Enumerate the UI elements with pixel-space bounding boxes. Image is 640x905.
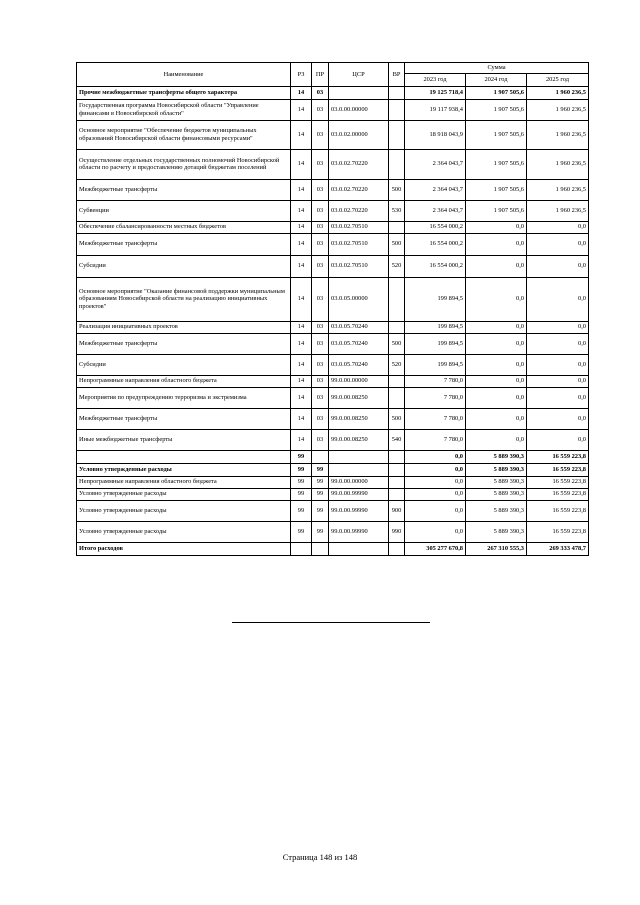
cell-csr: 99.0.00.00000 <box>329 476 389 488</box>
cell-2025: 0,0 <box>527 277 589 321</box>
table-row <box>77 387 589 408</box>
cell-rz: 14 <box>291 149 312 179</box>
cell-2024: 0,0 <box>466 221 527 233</box>
cell-2023: 7 780,0 <box>405 387 466 408</box>
cell-pr: 03 <box>312 200 329 221</box>
table-row <box>77 463 589 476</box>
cell-pr: 03 <box>312 120 329 149</box>
cell-2024: 0,0 <box>466 408 527 429</box>
cell-2023: 0,0 <box>405 521 466 542</box>
cell-2023: 305 277 670,8 <box>405 542 466 555</box>
cell-2025: 0,0 <box>527 375 589 387</box>
cell-vr: 520 <box>389 354 405 375</box>
cell-rz: 14 <box>291 429 312 450</box>
cell-2024: 5 889 390,3 <box>466 476 527 488</box>
cell-pr: 99 <box>312 463 329 476</box>
cell-name: Реализация инициативных проектов <box>77 321 291 333</box>
cell-vr: 540 <box>389 429 405 450</box>
cell-csr: 03.0.02.70510 <box>329 233 389 255</box>
header-year-2024: 2024 год <box>466 73 527 86</box>
table-row <box>77 476 589 488</box>
cell-vr <box>389 321 405 333</box>
cell-csr: 99.0.00.99990 <box>329 521 389 542</box>
cell-2023: 16 554 000,2 <box>405 221 466 233</box>
cell-2025: 0,0 <box>527 429 589 450</box>
cell-2023: 2 364 043,7 <box>405 179 466 200</box>
cell-2025: 0,0 <box>527 408 589 429</box>
cell-csr: 03.0.02.70220 <box>329 179 389 200</box>
cell-name: Мероприятия по предупреждению терроризма и экстремизма <box>77 387 291 408</box>
cell-name: Итого расходов <box>77 542 291 555</box>
cell-csr: 03.0.02.70220 <box>329 149 389 179</box>
header-csr: ЦСР <box>329 63 389 87</box>
cell-name: Основное мероприятие "Оказание финансовой поддержки муниципальным образованиям Новосибирской области на реализацию инициативных проектов" <box>77 277 291 321</box>
cell-pr: 03 <box>312 99 329 120</box>
table-row <box>77 86 589 99</box>
cell-2024: 0,0 <box>466 354 527 375</box>
cell-vr <box>389 488 405 500</box>
table-row <box>77 500 589 521</box>
cell-2023: 0,0 <box>405 476 466 488</box>
cell-name: Субвенции <box>77 200 291 221</box>
cell-2025: 1 960 236,5 <box>527 99 589 120</box>
cell-rz: 14 <box>291 321 312 333</box>
cell-vr <box>389 387 405 408</box>
cell-rz: 14 <box>291 120 312 149</box>
table-row <box>77 375 589 387</box>
cell-pr: 03 <box>312 375 329 387</box>
cell-rz: 14 <box>291 375 312 387</box>
cell-vr <box>389 86 405 99</box>
cell-2024: 267 310 555,3 <box>466 542 527 555</box>
cell-2025: 1 960 236,5 <box>527 200 589 221</box>
cell-vr: 900 <box>389 500 405 521</box>
cell-name: Непрограммные направления областного бюджета <box>77 375 291 387</box>
cell-vr <box>389 542 405 555</box>
cell-2023: 0,0 <box>405 450 466 463</box>
cell-2023: 19 125 718,4 <box>405 86 466 99</box>
cell-rz: 14 <box>291 200 312 221</box>
cell-rz: 14 <box>291 277 312 321</box>
cell-vr: 990 <box>389 521 405 542</box>
cell-2024: 5 889 390,3 <box>466 521 527 542</box>
cell-2024: 0,0 <box>466 277 527 321</box>
table-row <box>77 149 589 179</box>
cell-2023: 2 364 043,7 <box>405 149 466 179</box>
cell-2025: 16 559 223,8 <box>527 500 589 521</box>
cell-2025: 16 559 223,8 <box>527 488 589 500</box>
cell-csr: 99.0.00.08250 <box>329 429 389 450</box>
cell-2023: 0,0 <box>405 500 466 521</box>
cell-name: Субсидии <box>77 255 291 277</box>
table-row <box>77 120 589 149</box>
header-rz: РЗ <box>291 63 312 87</box>
cell-csr <box>329 86 389 99</box>
cell-pr: 03 <box>312 86 329 99</box>
cell-rz: 14 <box>291 221 312 233</box>
cell-csr: 03.0.05.70240 <box>329 321 389 333</box>
cell-2024: 1 907 505,6 <box>466 86 527 99</box>
cell-pr: 03 <box>312 221 329 233</box>
cell-2023: 7 780,0 <box>405 408 466 429</box>
cell-pr <box>312 542 329 555</box>
cell-rz: 14 <box>291 233 312 255</box>
cell-2025: 1 960 236,5 <box>527 120 589 149</box>
cell-pr: 03 <box>312 149 329 179</box>
cell-2024: 0,0 <box>466 255 527 277</box>
table-row <box>77 179 589 200</box>
cell-name: Условно утвержденные расходы <box>77 521 291 542</box>
separator-line <box>232 622 430 623</box>
table-body <box>77 86 589 555</box>
cell-rz: 14 <box>291 354 312 375</box>
cell-2025: 0,0 <box>527 354 589 375</box>
cell-rz: 99 <box>291 488 312 500</box>
cell-2025: 0,0 <box>527 221 589 233</box>
cell-vr <box>389 463 405 476</box>
table-row <box>77 450 589 463</box>
cell-name: Осуществление отдельных государственных полномочий Новосибирской области по расчету и предоставлению дотаций бюджетам поселений <box>77 149 291 179</box>
cell-2025: 16 559 223,8 <box>527 521 589 542</box>
cell-rz: 14 <box>291 333 312 354</box>
cell-csr: 03.0.02.70220 <box>329 200 389 221</box>
cell-rz: 99 <box>291 521 312 542</box>
cell-rz: 99 <box>291 463 312 476</box>
cell-name: Межбюджетные трансферты <box>77 408 291 429</box>
table-row <box>77 488 589 500</box>
cell-2024: 0,0 <box>466 375 527 387</box>
table-row <box>77 200 589 221</box>
cell-2023: 199 894,5 <box>405 333 466 354</box>
cell-name: Прочие межбюджетные трансферты общего характера <box>77 86 291 99</box>
cell-pr: 03 <box>312 321 329 333</box>
cell-pr: 03 <box>312 333 329 354</box>
cell-csr: 99.0.00.99990 <box>329 500 389 521</box>
cell-2024: 0,0 <box>466 321 527 333</box>
cell-2024: 0,0 <box>466 429 527 450</box>
cell-2023: 199 894,5 <box>405 277 466 321</box>
cell-rz: 14 <box>291 387 312 408</box>
cell-name: Государственная программа Новосибирской области "Управление финансами в Новосибирской области" <box>77 99 291 120</box>
cell-2023: 16 554 000,2 <box>405 255 466 277</box>
cell-2024: 1 907 505,6 <box>466 120 527 149</box>
cell-2024: 1 907 505,6 <box>466 149 527 179</box>
cell-2023: 7 780,0 <box>405 429 466 450</box>
table-row <box>77 542 589 555</box>
cell-pr: 03 <box>312 277 329 321</box>
cell-2024: 5 889 390,3 <box>466 450 527 463</box>
cell-vr <box>389 120 405 149</box>
cell-pr: 03 <box>312 233 329 255</box>
cell-csr: 03.0.00.00000 <box>329 99 389 120</box>
cell-2023: 18 918 043,9 <box>405 120 466 149</box>
cell-vr <box>389 99 405 120</box>
cell-name: Непрограммные направления областного бюджета <box>77 476 291 488</box>
cell-rz: 99 <box>291 450 312 463</box>
table-row <box>77 408 589 429</box>
cell-2024: 1 907 505,6 <box>466 179 527 200</box>
cell-name: Иные межбюджетные трансферты <box>77 429 291 450</box>
cell-name: Условно утвержденные расходы <box>77 488 291 500</box>
cell-2023: 199 894,5 <box>405 354 466 375</box>
table-row <box>77 429 589 450</box>
cell-rz: 14 <box>291 86 312 99</box>
cell-2025: 1 960 236,5 <box>527 86 589 99</box>
cell-rz: 99 <box>291 476 312 488</box>
header-pr: ПР <box>312 63 329 87</box>
table-row <box>77 277 589 321</box>
cell-2025: 0,0 <box>527 255 589 277</box>
cell-rz: 14 <box>291 408 312 429</box>
cell-vr <box>389 450 405 463</box>
cell-vr <box>389 375 405 387</box>
cell-vr <box>389 277 405 321</box>
cell-vr: 500 <box>389 408 405 429</box>
cell-name: Субсидии <box>77 354 291 375</box>
cell-2025: 269 333 478,7 <box>527 542 589 555</box>
table-row <box>77 333 589 354</box>
cell-pr: 99 <box>312 488 329 500</box>
table-row <box>77 321 589 333</box>
cell-2024: 0,0 <box>466 387 527 408</box>
cell-rz <box>291 542 312 555</box>
cell-csr: 03.0.05.70240 <box>329 354 389 375</box>
cell-name: Межбюджетные трансферты <box>77 233 291 255</box>
cell-pr: 03 <box>312 179 329 200</box>
cell-pr: 99 <box>312 476 329 488</box>
cell-csr <box>329 542 389 555</box>
table-row <box>77 233 589 255</box>
cell-2023: 19 117 938,4 <box>405 99 466 120</box>
cell-2024: 1 907 505,6 <box>466 99 527 120</box>
cell-vr: 500 <box>389 233 405 255</box>
cell-2024: 1 907 505,6 <box>466 200 527 221</box>
cell-name: Условно утвержденные расходы <box>77 500 291 521</box>
cell-rz: 99 <box>291 500 312 521</box>
cell-2025: 16 559 223,8 <box>527 463 589 476</box>
cell-vr: 520 <box>389 255 405 277</box>
cell-pr: 03 <box>312 408 329 429</box>
cell-2025: 0,0 <box>527 233 589 255</box>
cell-rz: 14 <box>291 255 312 277</box>
cell-2023: 0,0 <box>405 463 466 476</box>
cell-pr: 99 <box>312 521 329 542</box>
cell-name: Условно утвержденные расходы <box>77 463 291 476</box>
header-name: Наименование <box>77 63 291 87</box>
cell-csr: 99.0.00.99990 <box>329 488 389 500</box>
table-row <box>77 99 589 120</box>
table-row <box>77 354 589 375</box>
cell-csr: 03.0.05.70240 <box>329 333 389 354</box>
cell-name: Обеспечение сбалансированности местных бюджетов <box>77 221 291 233</box>
cell-vr: 500 <box>389 333 405 354</box>
cell-csr: 03.0.05.00000 <box>329 277 389 321</box>
cell-csr: 03.0.02.70510 <box>329 221 389 233</box>
cell-2023: 2 364 043,7 <box>405 200 466 221</box>
cell-csr: 99.0.00.08250 <box>329 387 389 408</box>
cell-2023: 0,0 <box>405 488 466 500</box>
cell-csr: 03.0.02.00000 <box>329 120 389 149</box>
cell-vr <box>389 221 405 233</box>
cell-2024: 5 889 390,3 <box>466 463 527 476</box>
cell-pr: 03 <box>312 429 329 450</box>
cell-csr: 99.0.00.00000 <box>329 375 389 387</box>
cell-pr: 03 <box>312 255 329 277</box>
cell-vr: 530 <box>389 200 405 221</box>
table-row <box>77 221 589 233</box>
cell-pr: 03 <box>312 354 329 375</box>
budget-table <box>76 62 589 556</box>
cell-2025: 0,0 <box>527 321 589 333</box>
cell-2024: 0,0 <box>466 333 527 354</box>
cell-2025: 0,0 <box>527 387 589 408</box>
header-year-2023: 2023 год <box>405 73 466 86</box>
table-row <box>77 521 589 542</box>
cell-2023: 7 780,0 <box>405 375 466 387</box>
cell-2025: 0,0 <box>527 333 589 354</box>
cell-pr: 03 <box>312 387 329 408</box>
cell-2025: 16 559 223,8 <box>527 476 589 488</box>
cell-rz: 14 <box>291 99 312 120</box>
cell-pr: 99 <box>312 500 329 521</box>
cell-csr <box>329 450 389 463</box>
cell-name: Основное мероприятие "Обеспечение бюджетов муниципальных образований Новосибирской области финансовыми ресурсами" <box>77 120 291 149</box>
cell-rz: 14 <box>291 179 312 200</box>
table-row <box>77 255 589 277</box>
cell-2024: 5 889 390,3 <box>466 500 527 521</box>
cell-csr: 03.0.02.70510 <box>329 255 389 277</box>
cell-name <box>77 450 291 463</box>
cell-vr <box>389 476 405 488</box>
header-sum: Сумма <box>405 63 589 74</box>
cell-csr <box>329 463 389 476</box>
header-year-2025: 2025 год <box>527 73 589 86</box>
cell-2025: 1 960 236,5 <box>527 179 589 200</box>
cell-2025: 16 559 223,8 <box>527 450 589 463</box>
cell-name: Межбюджетные трансферты <box>77 179 291 200</box>
page-number: Страница 148 из 148 <box>282 852 358 862</box>
cell-2023: 16 554 000,2 <box>405 233 466 255</box>
cell-name: Межбюджетные трансферты <box>77 333 291 354</box>
cell-2023: 199 894,5 <box>405 321 466 333</box>
cell-2024: 5 889 390,3 <box>466 488 527 500</box>
cell-vr <box>389 149 405 179</box>
cell-2025: 1 960 236,5 <box>527 149 589 179</box>
cell-2024: 0,0 <box>466 233 527 255</box>
cell-vr: 500 <box>389 179 405 200</box>
cell-pr <box>312 450 329 463</box>
header-vr: ВР <box>389 63 405 87</box>
cell-csr: 99.0.00.08250 <box>329 408 389 429</box>
